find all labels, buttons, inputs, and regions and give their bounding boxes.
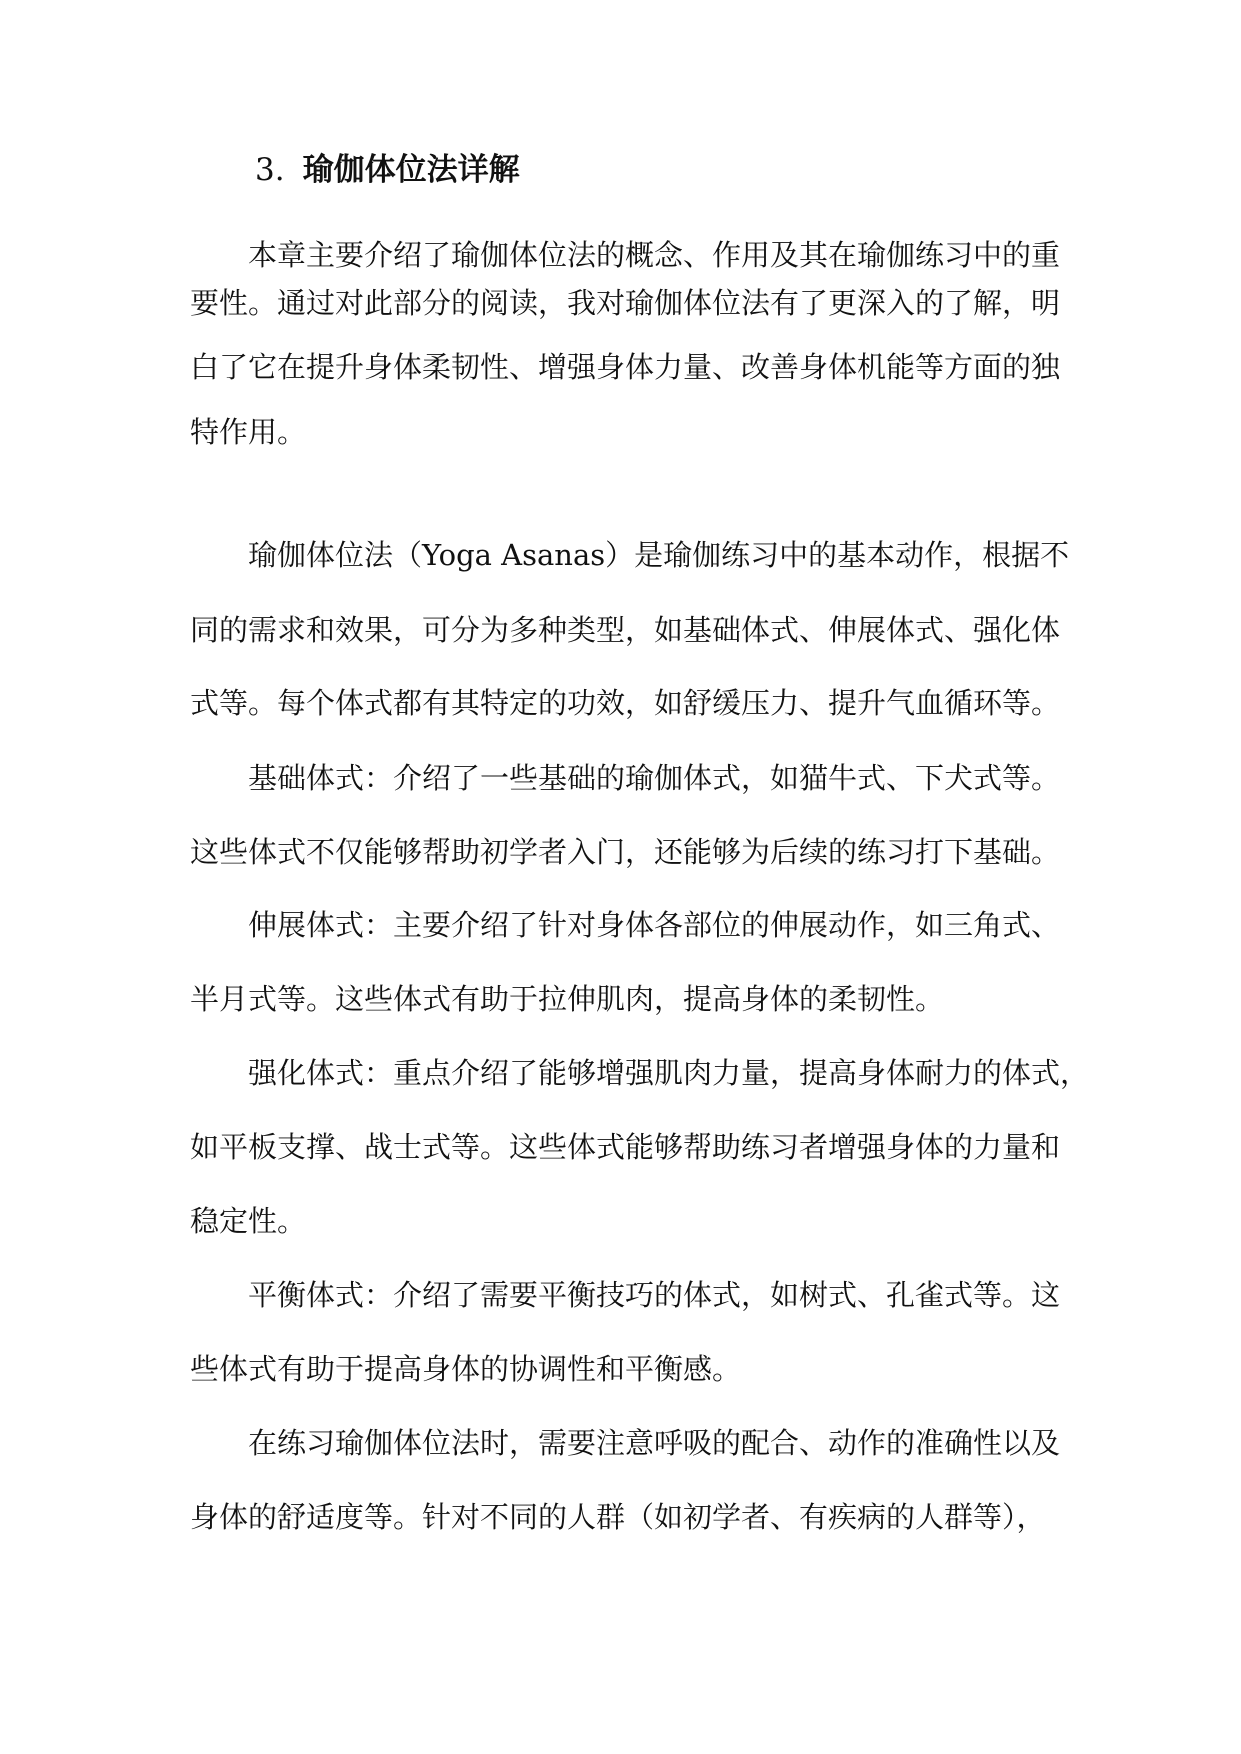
paragraph-line: 本章主要介绍了瑜伽体位法的概念、作用及其在瑜伽练习中的重: [248, 238, 1061, 272]
section-heading: [255, 150, 520, 190]
paragraph-line: 要性。通过对此部分的阅读，我对瑜伽体位法有了更深入的了解，明: [190, 286, 1061, 320]
section-number: 3.: [255, 152, 285, 188]
paragraph-line: 同的需求和效果，可分为多种类型，如基础体式、伸展体式、强化体: [190, 613, 1061, 647]
paragraph-line: 身体的舒适度等。针对不同的人群（如初学者、有疾病的人群等），: [190, 1500, 1046, 1534]
paragraph-line: 式等。每个体式都有其特定的功效，如舒缓压力、提升气血循环等。: [190, 686, 1061, 720]
paragraph-line: 伸展体式：主要介绍了针对身体各部位的伸展动作，如三角式、: [248, 908, 1061, 942]
paragraph-line: 白了它在提升身体柔韧性、增强身体力量、改善身体机能等方面的独: [190, 350, 1061, 384]
section-title: 瑜伽体位法详解: [302, 152, 520, 188]
paragraph-line: 基础体式：介绍了一些基础的瑜伽体式，如猫牛式、下犬式等。: [248, 761, 1061, 795]
paragraph-line: 这些体式不仅能够帮助初学者入门，还能够为后续的练习打下基础。: [190, 835, 1061, 869]
paragraph-line: 强化体式：重点介绍了能够增强肌肉力量，提高身体耐力的体式，: [248, 1056, 1090, 1090]
paragraph-line: 平衡体式：介绍了需要平衡技巧的体式，如树式、孔雀式等。这: [248, 1278, 1061, 1312]
paragraph-line: 稳定性。: [190, 1204, 307, 1238]
paragraph-line: 如平板支撑、战士式等。这些体式能够帮助练习者增强身体的力量和: [190, 1130, 1061, 1164]
paragraph-line: 半月式等。这些体式有助于拉伸肌肉，提高身体的柔韧性。: [190, 982, 945, 1016]
paragraph-line: 些体式有助于提高身体的协调性和平衡感。: [190, 1352, 742, 1386]
paragraph-line: 特作用。: [190, 415, 307, 449]
paragraph-line: 瑜伽体位法（Yoga Asanas）是瑜伽练习中的基本动作，根据不: [248, 538, 1070, 572]
paragraph-line: 在练习瑜伽体位法时，需要注意呼吸的配合、动作的准确性以及: [248, 1426, 1061, 1460]
